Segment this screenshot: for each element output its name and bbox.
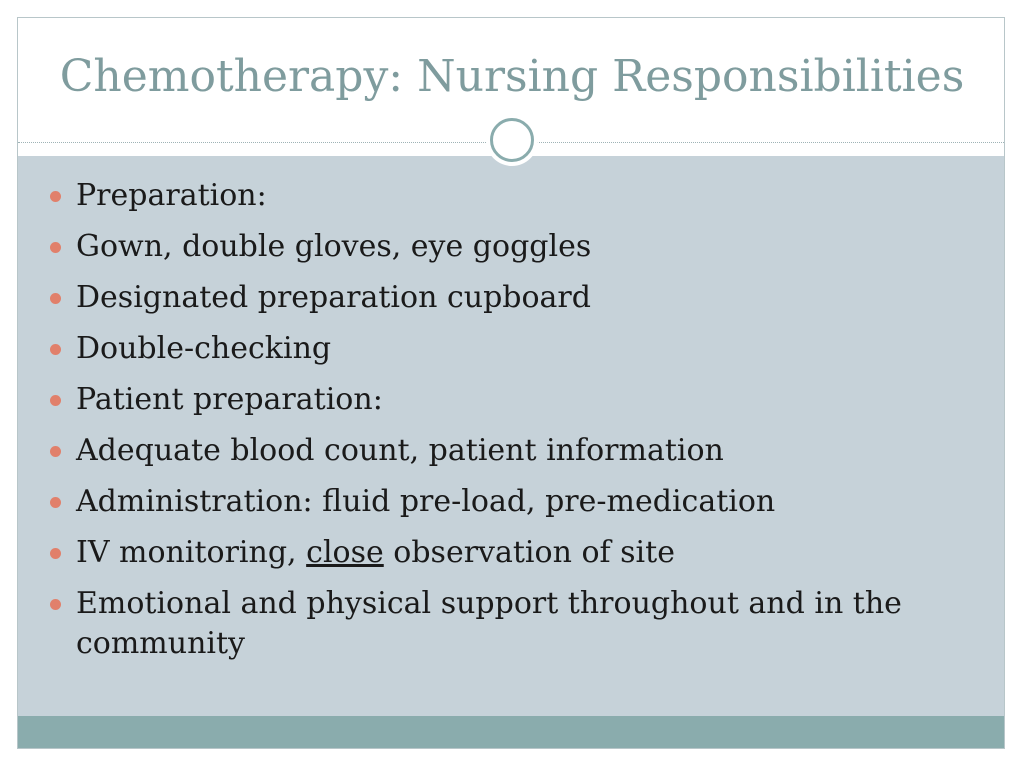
bullet-text: Preparation: — [76, 178, 267, 213]
bullet-text: Double-checking — [76, 331, 332, 366]
bullet-item — [48, 584, 968, 664]
bullet-text: Adequate blood count, patient information — [76, 433, 724, 468]
bullet-text-prefix: IV monitoring, — [76, 535, 307, 570]
bullet-dot-icon — [50, 446, 61, 457]
bullet-text-emphasis: close — [306, 535, 384, 570]
bullet-text: Administration: fluid pre-load, pre-medication — [76, 484, 776, 519]
bullet-item — [48, 176, 968, 216]
circle-ornament-ring — [490, 118, 534, 162]
bullet-item — [48, 431, 968, 471]
bullet-item — [48, 278, 968, 318]
bullet-item — [48, 482, 968, 522]
bullet-dot-icon — [50, 548, 61, 559]
slide-frame — [17, 17, 1005, 749]
bullet-text: Designated preparation cupboard — [76, 280, 591, 315]
bullet-item — [48, 329, 968, 369]
bullet-dot-icon — [50, 599, 61, 610]
bullet-dot-icon — [50, 344, 61, 355]
bullet-item — [48, 380, 968, 420]
bullet-item — [48, 227, 968, 267]
footer-band — [18, 716, 1005, 749]
bullet-dot-icon — [50, 497, 61, 508]
bullet-text: Gown, double gloves, eye goggles — [76, 229, 592, 264]
bullet-dot-icon — [50, 242, 61, 253]
slide-title: Chemotherapy: Nursing Responsibilities — [59, 51, 965, 102]
bullet-text: Emotional and physical support throughout and in the community — [76, 586, 902, 661]
bullet-text: Patient preparation: — [76, 382, 383, 417]
bullet-dot-icon — [50, 191, 61, 202]
bullet-item — [48, 533, 968, 573]
bullet-list — [48, 176, 968, 675]
bullet-dot-icon — [50, 395, 61, 406]
bullet-dot-icon — [50, 293, 61, 304]
bullet-text-suffix: observation of site — [383, 535, 675, 570]
